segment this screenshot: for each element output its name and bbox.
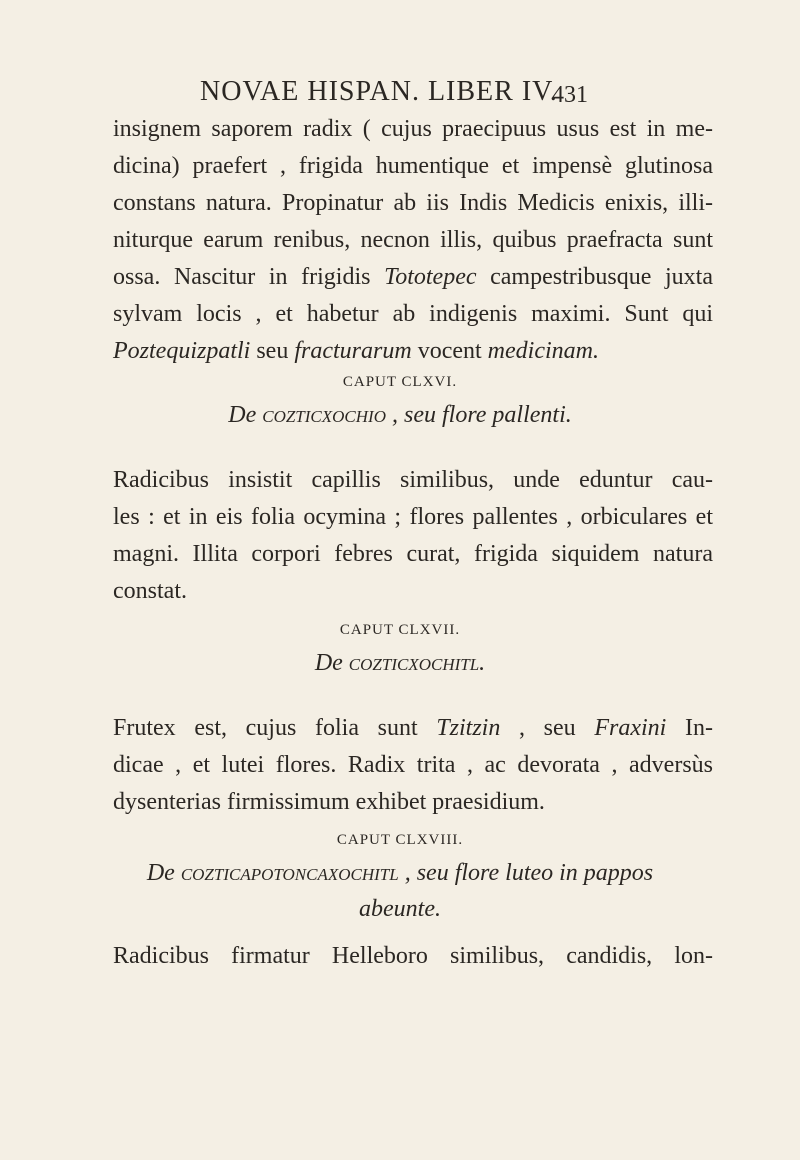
text-span: seu	[250, 338, 295, 364]
chapter-heading-168-line2: abeunte.	[359, 896, 441, 922]
text-span: In-	[666, 715, 713, 741]
text-line: Radicibus insistit capillis similibus, unde eduntur cau-	[113, 467, 713, 493]
heading-plant-name: cozticxochitl.	[348, 650, 486, 676]
text-line: Radicibus firmatur Helleboro similibus, candidis, lon-	[113, 943, 713, 969]
text-span: ossa. Nascitur in frigidis	[113, 264, 385, 290]
text-line: dicae , et lutei flores. Radix trita , ac devorata , adversùs	[113, 752, 713, 778]
text-line: les : et in eis folia ocymina ; flores pallentes , orbiculares et	[113, 504, 713, 530]
chapter-heading-167	[0, 650, 800, 677]
text-line: dysenterias firmissimum exhibet praesidium.	[113, 789, 545, 815]
text-line	[113, 259, 713, 296]
paragraph-continued	[113, 111, 713, 370]
running-title: NOVAE HISPAN. LIBER IV.	[200, 76, 558, 107]
heading-de: De	[228, 402, 263, 428]
page-header	[0, 76, 800, 112]
chapter-heading-166	[0, 402, 800, 429]
text-line: dicina) praefert , frigida humentique et impensè glutinosa	[113, 153, 713, 179]
text-span: , seu	[500, 715, 595, 741]
page-number: 431	[552, 82, 588, 108]
chapter-number-168: CAPUT CLXVIII.	[336, 832, 464, 848]
place-name: Tototepec	[384, 264, 477, 290]
heading-rest: , seu flore pallenti.	[385, 402, 572, 428]
heading-plant-name: cozticapotoncaxochitl	[180, 860, 399, 886]
chapter-166-text	[113, 462, 713, 610]
text-line: sylvam locis , et habetur ab indigenis maximi. Sunt qui	[113, 301, 713, 327]
text-line: constat.	[113, 578, 187, 604]
text-line	[113, 710, 713, 747]
heading-plant-name: cozticxochio	[262, 402, 386, 428]
chapter-number-166: CAPUT CLXVI.	[342, 374, 458, 390]
text-line	[113, 333, 713, 370]
chapter-168-text	[113, 938, 713, 975]
heading-rest: , seu flore luteo in pappos	[398, 860, 654, 886]
text-span: Frutex est, cujus folia sunt	[113, 715, 437, 741]
plant-name: Poztequizpatli	[113, 338, 251, 364]
text-line: niturque earum renibus, necnon illis, quibus praefracta sunt	[113, 227, 713, 253]
chapter-number-167: CAPUT CLXVII.	[339, 622, 461, 638]
plant-name: Fraxini	[594, 715, 667, 741]
heading-de: De	[314, 650, 349, 676]
text-span: campestribusque juxta	[476, 264, 713, 290]
gloss-end: medicinam.	[487, 338, 599, 364]
gloss: fracturarum	[294, 338, 412, 364]
chapter-167-text	[113, 710, 713, 821]
heading-de: De	[146, 860, 181, 886]
text-line: magni. Illita corpori febres curat, frigida siquidem natura	[113, 541, 713, 567]
text-line: insignem saporem radix ( cujus praecipuus usus est in me-	[113, 116, 713, 142]
text-span: vocent	[411, 338, 488, 364]
plant-name: Tzitzin	[436, 715, 501, 741]
chapter-heading-168	[0, 860, 800, 887]
text-line: constans natura. Propinatur ab iis Indis Medicis enixis, illi-	[113, 190, 713, 216]
